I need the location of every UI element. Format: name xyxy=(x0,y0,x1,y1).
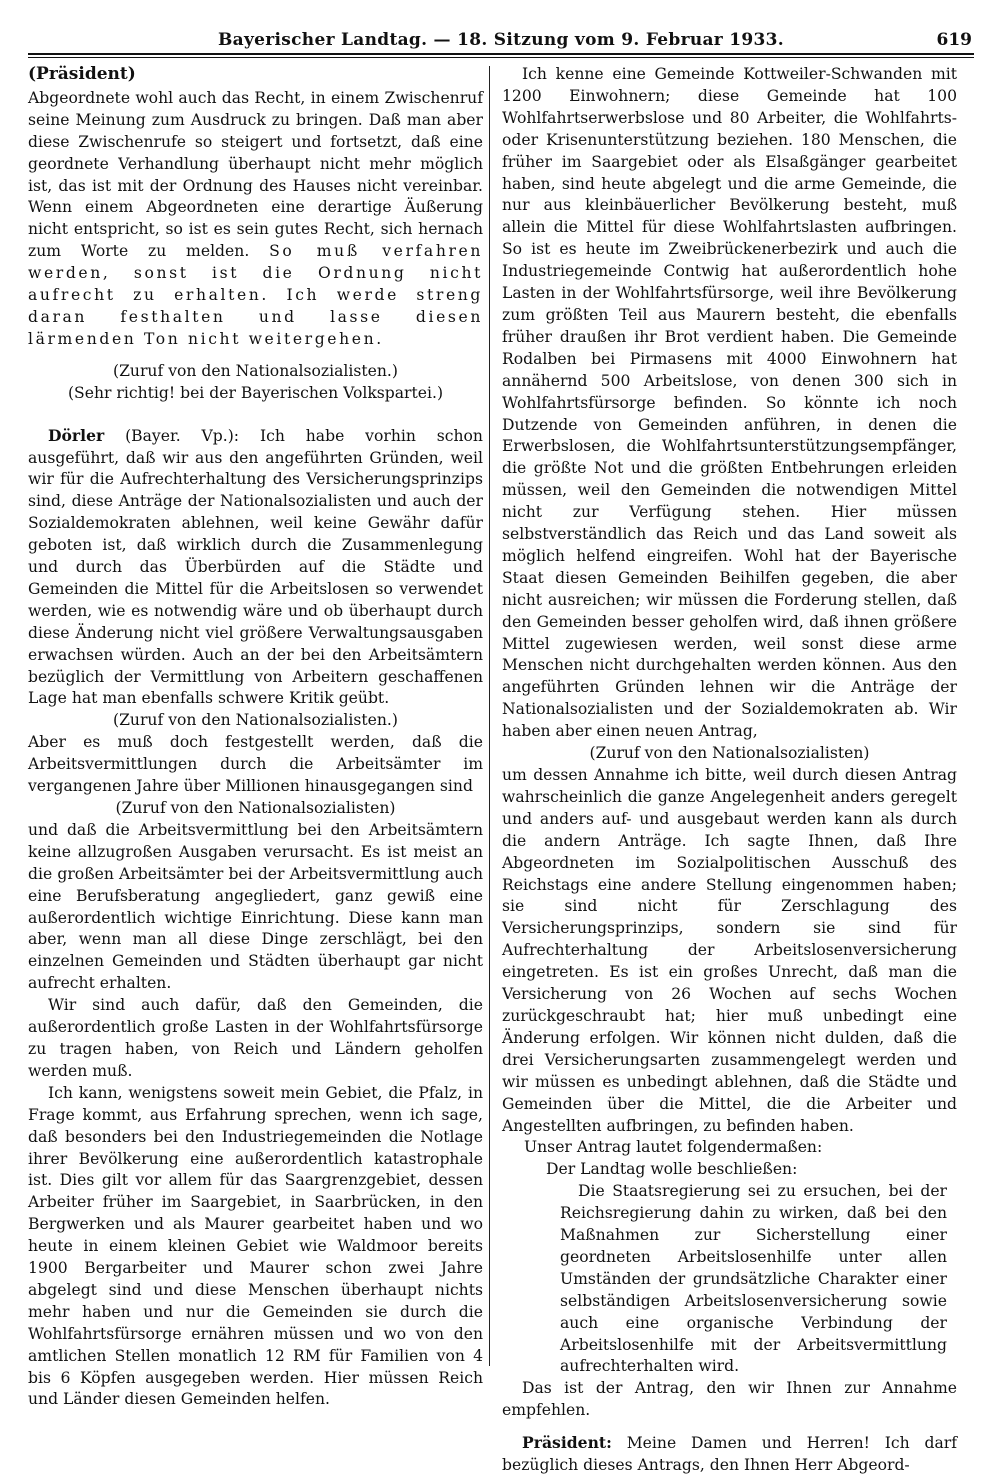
header-rule xyxy=(28,53,974,58)
page-number: 619 xyxy=(936,30,972,50)
running-header xyxy=(28,26,974,56)
interjection: (Zuruf von den Nationalsozialisten) xyxy=(589,744,870,763)
paragraph xyxy=(28,88,483,351)
paragraph-text: Abgeordnete wohl auch das Recht, in einem Zwischenruf seine Meinung zum Ausdruck zu bringen. Daß man aber diese Zwischenrufe so steigert und fortsetzt, daß eine geordnete Verhandlung überhaupt nicht mehr möglich ist, das ist mit der Ordnung des Hauses nicht vereinbar. Wenn einem Abgeordneten eine derartige Äußerung nicht entspricht, so ist es sein gutes Recht, sich hernach zum Worte zu melden. xyxy=(28,88,483,261)
speaker-party: (Bayer. Vp.): xyxy=(125,426,240,445)
paragraph: und daß die Arbeitsvermittlung bei den Arbeitsämtern keine allzugroßen Ausgaben verursacht. Es ist meist an die großen Arbeitsämter bei der Arbeitsvermittlung auch eine Berufsberatung angegliedert, ganz gewiß eine außerordentlich wichtige Einrichtung. Diese kann man aber, wenn man all diese Dinge zerschlägt, bei den einzelnen Gemeinden und Städten überhaupt gar nicht aufrecht erhalten. xyxy=(28,820,483,993)
paragraph xyxy=(28,425,483,711)
paragraph: Ich kenne eine Gemeinde Kottweiler-Schwanden mit 1200 Einwohnern; diese Gemeinde hat 100 Wohlfahrtserwerbslose und 80 Arbeiter, die Wohlfahrts- oder Krisenunterstützung beziehen. 180 Menschen, die früher im Saargebiet oder als Elsaßgänger gearbeitet haben, sind heute abgelegt und die arme Gemeinde, die nur aus kleinbäuerlicher Bevölkerung besteht, muß allein die Mittel für diese Wohlfahrtslasten aufbringen. So ist es heute im Zweibrückenerbezirk und auch die Industriegemeinde Contwig hat außerordentlich hohe Lasten in der Wohlfahrtsfürsorge, weil ihre Bevölkerung zum größten Teil aus Maurern besteht, die ebenfalls früher draußen ihr Brot verdient haben. Die Gemeinde Rodalben bei Pirmasens mit 4000 Einwohnern hat annähernd 500 Arbeitslose, von denen 300 sich in Wohlfahrtsfürsorge befinden. So könnte ich noch Dutzende von Gemeinden anführen, in denen die Erwerbslosen, die Wohlfahrtsunterstützungsempfänger, die größte Not und die größten Entbehrungen erleiden müssen, weil den Gemeinden die notwendigen Mittel nicht zur Verfügung stehen. Hier müssen selbstverständlich das Reich und das Land soweit als möglich helfend eingreifen. Wohl hat der Bayerische Staat diesen Gemeinden Beihilfen gegeben, die aber nicht ausreichen; wir müssen die Forderung stellen, daß den Gemeinden besser geholfen wird, daß ihnen größere Mittel zugewiesen werden, weil sonst diese arme Menschen nicht durchgehalten werden können. Aus den angeführten Gründen lehnen wir die Anträge der Nationalsozialisten und der Sozialdemokraten ab. Wir haben aber einen neuen Antrag, xyxy=(502,65,957,741)
interjection: (Sehr richtig! bei der Bayerischen Volkspartei.) xyxy=(67,383,444,402)
interjection: (Zuruf von den Nationalsozialisten) xyxy=(115,799,396,817)
speaker-label-praesident: (Präsident) xyxy=(28,64,136,84)
motion-text: Die Staatsregierung sei zu ersuchen, bei der Reichsregierung dahin zu wirken, daß bei den Maßnahmen zur Sicherstellung einer geordneten Arbeitslosenhilfe unter allen Umständen der grundsätzliche Charakter einer selbständigen Arbeitslosenversicherung sowie auch eine organische Verbindung der Arbeitslosenhilfe mit der Arbeitsvermittlung aufrechterhalten wird. xyxy=(560,1182,947,1376)
speaker-name-praesident: Präsident: xyxy=(522,1433,612,1453)
column-divider xyxy=(489,66,490,1366)
emphasized-text: So muß verfahren werden, sonst ist die Ordnung nicht aufrecht zu erhalten. Ich werde streng daran festhalten und lasse diesen lärmenden Ton nicht weitergehen. xyxy=(28,242,483,348)
right-column xyxy=(502,64,957,1477)
paragraph xyxy=(502,1432,957,1477)
paragraph: Das ist der Antrag, den wir Ihnen zur Annahme empfehlen. xyxy=(502,1379,957,1420)
paragraph: um dessen Annahme ich bitte, weil durch diesen Antrag wahrscheinlich die ganze Angelegenheit anders geregelt und anders auf- und ausgebaut werden kann als durch die andern Anträge. Ich sagte Ihnen, daß Ihre Abgeordneten im Sozialpolitischen Ausschuß des Reichstags eine andere Stellung eingenommen haben; sie sind nicht für Zerschlagung des Versicherungsprinzips, sondern sie sind für Aufrechterhaltung der Arbeitslosenversicherung eingetreten. Es ist ein großes Unrecht, daß man die Versicherung von 26 Wochen auf sechs Wochen zurückgeschraubt hat; hier muß unbedingt eine Änderung erfolgen. Wir können nicht dulden, daß die drei Versicherungsarten zusammengelegt werden und wir müssen es unbedingt ablehnen, daß die Städte und Gemeinden über die Mittel, die die Arbeiter und Angestellten aufbringen, zu befinden haben. xyxy=(502,766,957,1135)
interjection: (Zuruf von den Nationalsozialisten.) xyxy=(113,711,398,730)
paragraph: Der Landtag wolle beschließen: xyxy=(546,1160,798,1179)
paragraph-text: Ich habe vorhin schon ausgeführt, daß wir aus den angeführten Gründen, weil wir für die Aufrechterhaltung des Versicherungsprinzips sind, diese Anträge der Nationalsozialisten und auch der Sozialdemokraten ablehnen, weil keine Gewähr dafür geboten ist, daß wirklich durch die Zusammenlegung und durch das Überbürden auf die Städte und Gemeinden die Mittel für die Arbeitslosen so verwendet werden, wie es notwendig wäre und ob überhaupt durch diese Änderung nicht viel größere Verwaltungsausgaben erwachsen würden. Auch an der bei den Arbeitsämtern bezüglich der Vermittlung von Arbeitern geschaffenen Lage hat man ebenfalls schwere Kritik geübt. xyxy=(28,426,483,708)
paragraph: Ich kann, wenigstens soweit mein Gebiet, die Pfalz, in Frage kommt, aus Erfahrung sprechen, wenn ich sage, daß besonders bei den Industriegemeinden die Notlage ihrer Bevölkerung eine außerordentlich katastrophale ist. Dies gilt vor allem für das Saargrenzgebiet, dessen Arbeiter früher im Saargebiet, in Saarbrücken, in den Bergwerken und als Maurer gearbeitet haben und wo heute in einem kleinen Gebiet wie Waldmoor bereits 1900 Bergarbeiter und Maurer schon zwei Jahre abgelegt sind und diese Menschen überhaupt nichts mehr haben und nur die Gemeinden sie durch die Wohlfahrtsfürsorge ernähren müssen und wo von den amtlichen Stellen monatlich 12 RM für Familien von 4 bis 6 Köpfen ausgegeben werden. Hier müssen Reich und Länder diesen Gemeinden helfen. xyxy=(28,1083,483,1409)
header-title: Bayerischer Landtag. — 18. Sitzung vom 9. Februar 1933. xyxy=(217,30,785,50)
paragraph: Unser Antrag lautet folgendermaßen: xyxy=(524,1138,823,1157)
interjection: (Zuruf von den Nationalsozialisten.) xyxy=(113,361,398,380)
speaker-name-doerler: Dörler xyxy=(48,425,105,445)
paragraph: Wir sind auch dafür, daß den Gemeinden, die außerordentlich große Lasten in der Wohlfahrtsfürsorge zu tragen haben, von Reich und Ländern geholfen werden muß. xyxy=(28,996,483,1080)
paragraph-text: Meine Damen und Herren! Ich darf bezüglich dieses Antrags, den Ihnen Herr Abgeord- xyxy=(502,1434,957,1475)
left-column xyxy=(28,64,483,1411)
paragraph: Aber es muß doch festgestellt werden, daß die Arbeitsvermittlungen durch die Arbeitsämter im vergangenen Jahre über Millionen hinausgegangen sind xyxy=(28,733,483,796)
